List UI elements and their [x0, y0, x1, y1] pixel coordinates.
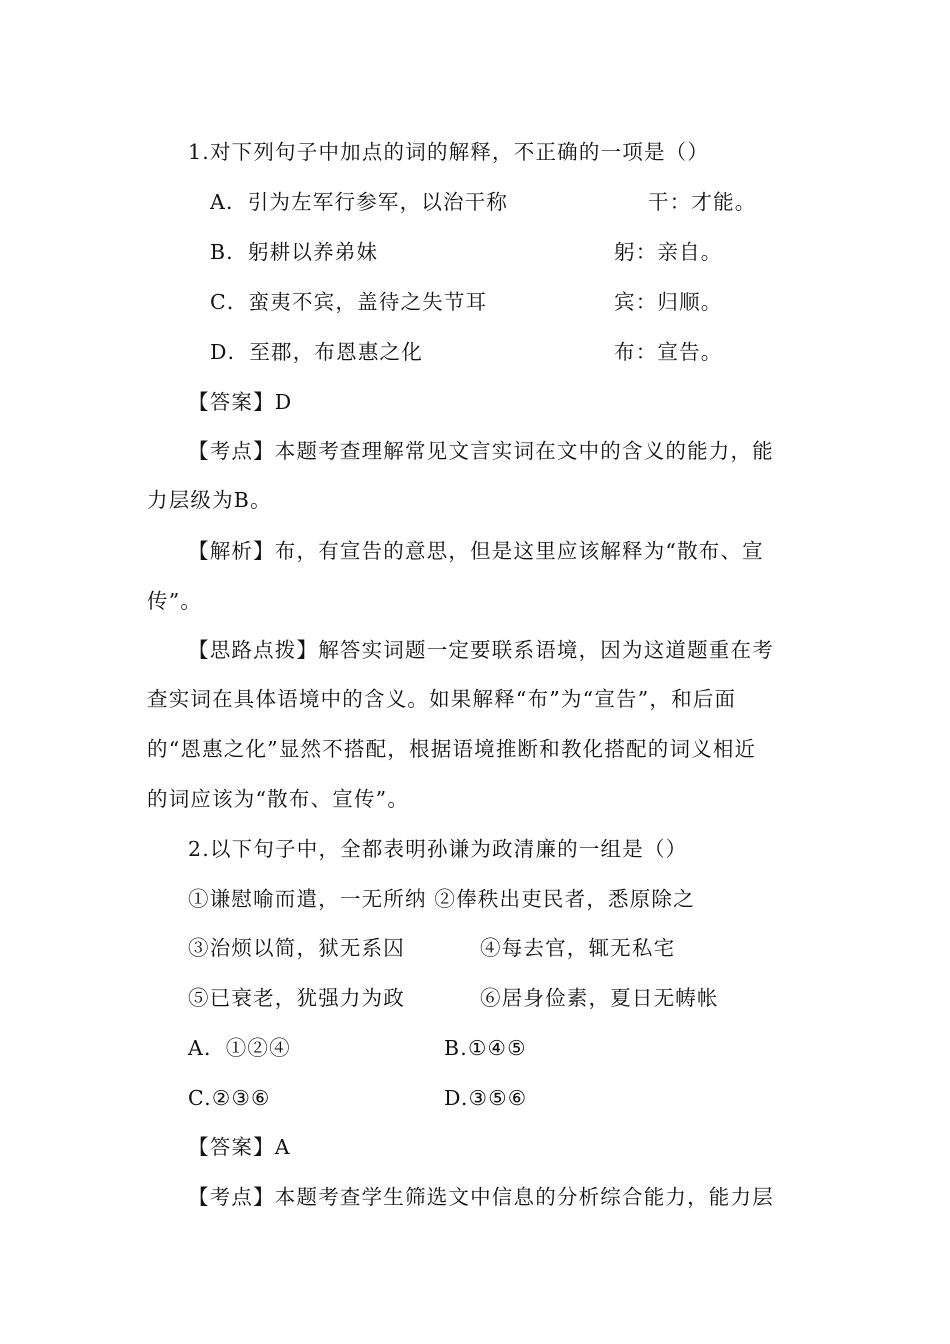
q1-option-b: B．躬耕以养弟妹 — [210, 240, 379, 264]
q1-tip-line2: 查实词在具体语境中的含义。如果解释“布”为“宣告”，和后面 — [147, 687, 737, 711]
q2-option-a: A．①②④ — [188, 1036, 291, 1060]
q1-tip-line4: 的词应该为“散布、宣传”。 — [147, 787, 410, 811]
q2-option-d: D.③⑤⑥ — [444, 1086, 528, 1110]
q1-option-c-gloss: 宾：归顺。 — [614, 290, 723, 314]
q2-point-line1: 【考点】本题考查学生筛选文中信息的分析综合能力，能力层 — [188, 1185, 774, 1209]
q1-option-b-gloss: 躬：亲自。 — [614, 240, 723, 264]
q1-answer: 【答案】D — [188, 390, 293, 414]
q1-tip-line1: 【思路点拨】解答实词题一定要联系语境，因为这道题重在考 — [188, 638, 774, 662]
q1-option-d: D．至郡，布恩惠之化 — [210, 340, 423, 364]
q2-option-b: B.①④⑤ — [444, 1036, 527, 1060]
q2-option-c: C.②③⑥ — [188, 1086, 271, 1110]
q2-item-3: ③治烦以简，狱无系囚 — [188, 936, 405, 960]
q1-point-line1: 【考点】本题考查理解常见文言实词在文中的含义的能力，能 — [188, 439, 774, 463]
q2-item-5: ⑤已衰老，犹强力为政 — [188, 986, 405, 1010]
q1-option-a: A．引为左军行参军，以治干称 — [210, 190, 509, 214]
q2-item-6: ⑥居身俭素，夏日无帱帐 — [480, 986, 719, 1010]
q1-option-d-gloss: 布：宣告。 — [614, 340, 723, 364]
q1-tip-line3: 的“恩惠之化”显然不搭配，根据语境推断和教化搭配的词义相近 — [147, 737, 757, 761]
q2-stem: 2.以下句子中，全都表明孙谦为政清廉的一组是（） — [188, 837, 688, 861]
q1-option-a-gloss: 干：才能。 — [648, 190, 757, 214]
q1-analysis-line1: 【解析】布，有宣告的意思，但是这里应该解释为“散布、宣 — [188, 539, 764, 563]
q2-answer: 【答案】A — [188, 1135, 291, 1159]
q1-stem: 1.对下列句子中加点的词的解释，不正确的一项是（） — [188, 140, 710, 164]
q1-analysis-line2: 传”。 — [147, 589, 203, 613]
q2-item-4: ④每去官，辄无私宅 — [480, 936, 676, 960]
q1-point-line2: 力层级为B。 — [147, 488, 272, 512]
q2-items-row1: ①谦慰喻而遣，一无所纳 ②俸秩出吏民者，悉原除之 — [188, 887, 695, 911]
q1-option-c: C．蛮夷不宾，盖待之失节耳 — [210, 290, 488, 314]
